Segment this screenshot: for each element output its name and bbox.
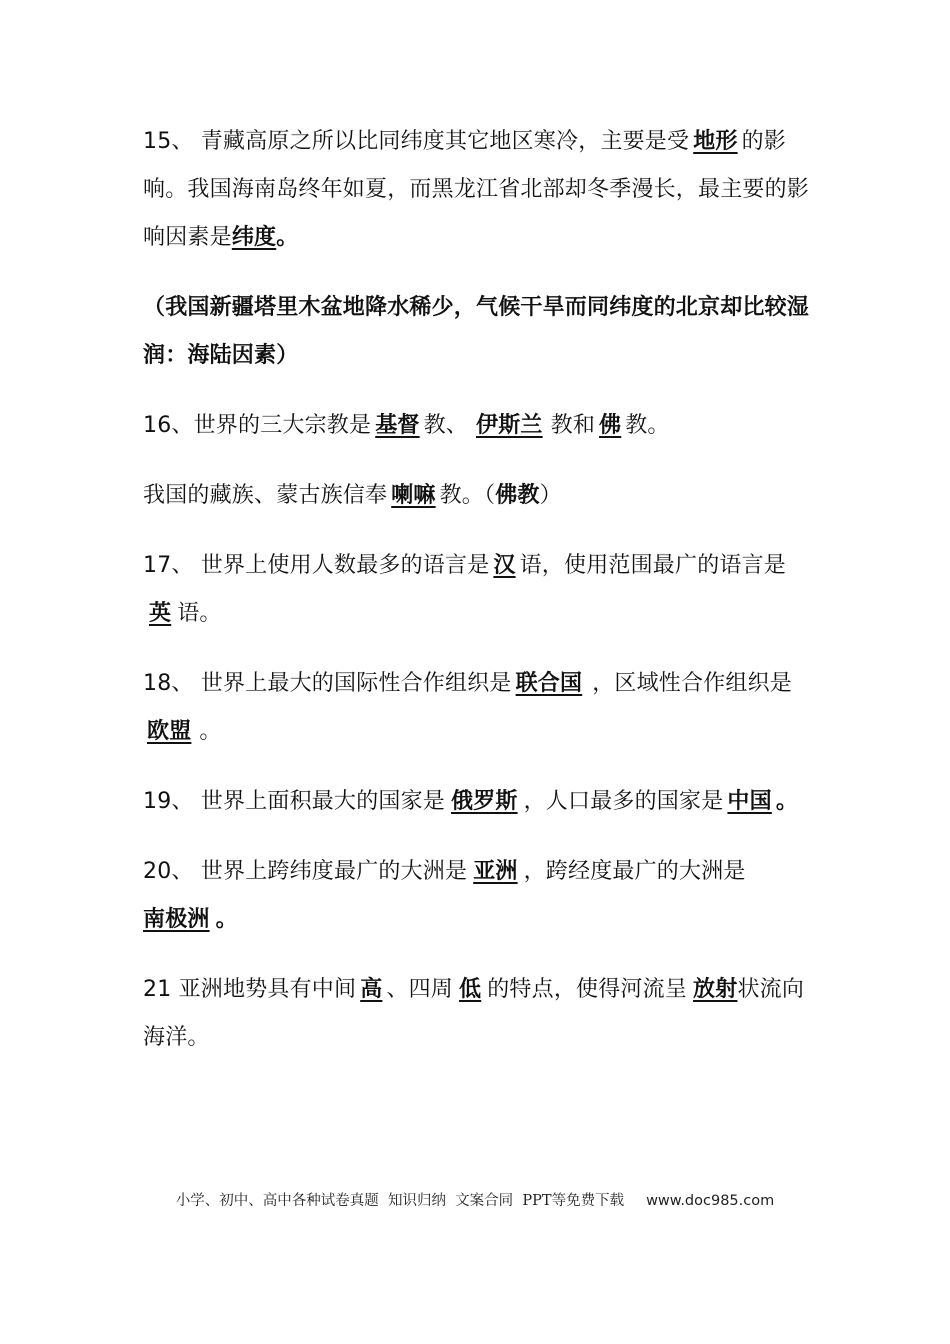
footer-text: 小学、初中、高中各种试卷真题 知识归纳 文案合同 PPT等免费下载	[175, 1193, 625, 1209]
answer-15-terrain: 地形	[693, 129, 738, 154]
question-16b-text-3: ）	[539, 483, 562, 508]
answer-16-islam: 伊斯兰	[476, 413, 543, 438]
question-16	[143, 402, 813, 450]
answer-17-chinese: 汉	[493, 553, 516, 578]
answer-20-asia: 亚洲	[473, 859, 518, 884]
answer-21-low: 低	[459, 977, 482, 1002]
question-15-text-2: 的影响。我国海南岛终年如夏，而黑龙江省北部却冬季漫长，最主要的影响因素是	[143, 129, 810, 250]
question-16-supplement	[143, 472, 813, 520]
question-21-text-2: 、四周	[386, 977, 454, 1002]
question-20-text-3: 。	[215, 907, 238, 932]
note-15: （我国新疆塔里木盆地降水稀少，气候干旱而同纬度的北京却比较湿润：海陆因素）	[143, 295, 810, 368]
question-16b-text-1: 我国的藏族、蒙古族信奉	[143, 483, 388, 508]
answer-16-buddhism: 佛	[599, 413, 622, 438]
question-19	[143, 778, 813, 826]
question-20-text-1: 20、 世界上跨纬度最广的大洲是	[143, 859, 468, 884]
question-17-text-3: 语。	[177, 601, 222, 626]
question-16-text-3: 教和	[550, 413, 596, 438]
question-19-text-1: 19、 世界上面积最大的国家是	[143, 789, 445, 814]
question-16b-text-2: 教。（	[439, 483, 496, 508]
question-21	[143, 966, 813, 1062]
answer-21-radial: 放射	[693, 977, 738, 1002]
page-footer	[0, 1189, 950, 1210]
question-18-text-3: 。	[199, 719, 222, 744]
question-18-text-1: 18、 世界上最大的国际性合作组织是	[143, 671, 512, 696]
answer-16-christianity: 基督	[375, 413, 420, 438]
answer-17-english: 英	[149, 601, 172, 626]
question-16-text-2: 教、	[423, 413, 469, 438]
answer-21-high: 高	[360, 977, 383, 1002]
answer-16-lamaism: 喇嘛	[391, 483, 436, 508]
question-15-text-1: 15、 青藏高原之所以比同纬度其它地区寒冷，主要是受	[143, 129, 690, 154]
question-16-text-4: 教。	[625, 413, 670, 438]
answer-20-antarctica: 南极洲	[143, 907, 210, 932]
question-20	[143, 848, 813, 944]
question-15	[143, 118, 813, 262]
answer-18-eu: 欧盟	[147, 719, 192, 744]
question-19-text-2: ，人口最多的国家是	[523, 789, 724, 814]
answer-19-russia: 俄罗斯	[451, 789, 518, 814]
answer-19-china: 中国	[727, 789, 772, 814]
note-16-buddhism: 佛教	[495, 483, 540, 508]
answer-18-un: 联合国	[515, 671, 583, 696]
question-18	[143, 660, 813, 756]
question-16-text-1: 16、世界的三大宗教是	[143, 413, 372, 438]
question-19-text-3: 。	[775, 789, 799, 814]
question-17	[143, 542, 813, 638]
document-content	[143, 118, 813, 1062]
question-17-text-2: 语，使用范围最广的语言是	[519, 553, 786, 578]
question-20-text-2: ，跨经度最广的大洲是	[523, 859, 746, 884]
question-21-text-4: 状流向海洋。	[143, 977, 805, 1050]
question-17-text-1: 17、 世界上使用人数最多的语言是	[143, 553, 490, 578]
question-21-text-3: 的特点，使得河流呈	[487, 977, 688, 1002]
answer-15-latitude: 纬度	[231, 225, 277, 250]
question-21-text-1: 21 亚洲地势具有中间	[143, 977, 357, 1002]
footer-url: www.doc985.com	[646, 1193, 775, 1209]
question-15-text-3: 。	[276, 225, 299, 250]
question-18-text-2: ，区域性合作组织是	[592, 671, 793, 696]
